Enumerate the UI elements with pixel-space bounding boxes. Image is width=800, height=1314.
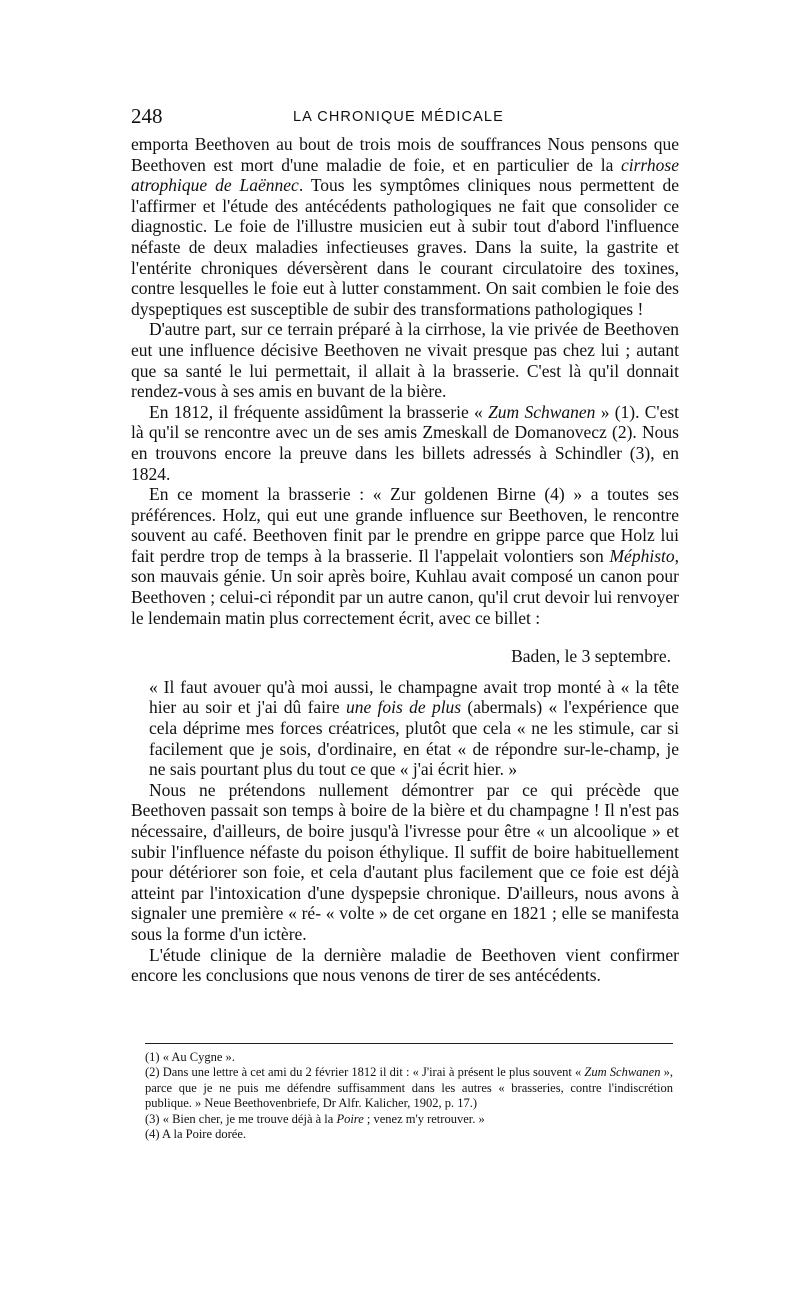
paragraph-2: D'autre part, sur ce terrain préparé à la cirrhose, la vie privée de Beethoven eut une influence décisive Beethoven ne vivait presque pas chez lui ; autant que sa santé le lui permettait, il allait à la brasserie. C'est là qu'il donnait rendez-vous à ses amis en buvant de la bière. [131,319,679,402]
footnote-divider [145,1043,673,1044]
letter-date: Baden, le 3 septembre. [511,646,671,667]
paragraph-1: emporta Beethoven au bout de trois mois de souffrances Nous pensons que Beethoven est mort d'une maladie de foie, et en particulier de la cirrhose atrophique de Laënnec. Tous les symptômes cliniques nous permettent de l'affirmer et l'étude des antécédents pathologiques ne fait que consolider ce diagnostic. Le foie de l'illustre musicien eut à subir tout d'abord l'influence néfaste de deux maladies infectieuses graves. Dans la suite, la gastrite et l'entérite chroniques déversèrent dans le courant circulatoire des toxines, contre lesquelles le foie eut à lutter constamment. On sait combien le foie des dyspeptiques est susceptible de subir des transformations pathologiques ! [131,134,679,319]
page-header [131,104,679,130]
paragraph-6: L'étude clinique de la dernière maladie de Beethoven vient confirmer encore les conclusions que nous venons de tirer de ses antécédents. [131,944,679,986]
emphasis-zum-schwanen: Zum Schwanen [488,401,596,422]
footnote-emphasis-zum-schwanen: Zum Schwanen [584,1065,661,1080]
footnote-2: (2) Dans une lettre à cet ami du 2 février 1812 il dit : « J'irai à présent le plus souvent « Zum Schwanen », parce que je ne puis me défendre suffisamment dans les autres « brasseries, contre l'indiscrétion publique. » Neue Beethovenbriefe, Dr Alfr. Kalicher, 1902, p. 17.) [145,1065,674,1111]
footnote-3: (3) « Bien cher, je me trouve déjà à la Poire ; venez m'y retrouver. » [145,1111,485,1126]
paragraph-4: En ce moment la brasserie : « Zur goldenen Birne (4) » a toutes ses préférences. Holz, qui eut une grande influence sur Beethoven, le rencontre souvent au café. Beethoven finit par le prendre en grippe parce que Holz lui fait perdre trop de temps à la brasserie. Il l'appelait volontiers son Méphisto, son mauvais génie. Un soir après boire, Kuhlau avait composé un canon pour Beethoven ; celui-ci répondit par un autre canon, qu'il crut devoir lui renvoyer le lendemain matin plus correctement écrit, avec ce billet : [131,484,679,628]
main-text [131,134,679,986]
letter-quote: « Il faut avouer qu'à moi aussi, le champagne avait trop monté à « la tête hier au soir et j'ai dû faire une fois de plus (abermals) « l'expérience que cela déprime mes forces créatrices, plutôt que cela « ne les stimule, car si facilement que je sois, d'ordinaire, en état « de répondre sur-le-champ, je ne sais pourtant plus du tout ce que « j'ai écrit hier. » [149,676,679,780]
paragraph-3: En 1812, il fréquente assidûment la brasserie « Zum Schwanen » (1). C'est là qu'il se rencontre avec un de ses amis Zmeskall de Domanovecz (2). Nous en trouvons encore la preuve dans les billets adressés à Schindler (3), en 1824. [131,401,680,484]
emphasis-mephisto: Méphisto [609,545,675,566]
emphasis-cirrhose: cirrhose atrophique de Laënnec [131,154,679,196]
emphasis-une-fois: une fois de plus [345,697,462,718]
page-number: 248 [131,104,163,128]
footnotes [145,1050,673,1142]
paragraph-5: Nous ne prétendons nullement démontrer par ce qui précède que Beethoven passait son temps à boire de la bière et du champagne ! Il n'est pas nécessaire, d'ailleurs, de boire jusqu'à l'ivresse pour être « un alcoolique » et subir l'influence néfaste du poison éthylique. Il suffit de boire habituellement pour détériorer son foie, et cela d'autant plus facilement que ce foie est déjà atteint par l'intoxication d'une dyspepsie chronique. D'ailleurs, nous avons à signaler une première « ré- « volte » de cet organe en 1821 ; elle se manifesta sous la forme d'un ictère. [131,779,679,944]
footnote-emphasis-poire: Poire [336,1111,364,1126]
footnote-4: (4) A la Poire dorée. [145,1127,247,1142]
running-title: LA CHRONIQUE MÉDICALE [293,109,504,125]
footnote-1: (1) « Au Cygne ». [145,1050,235,1064]
